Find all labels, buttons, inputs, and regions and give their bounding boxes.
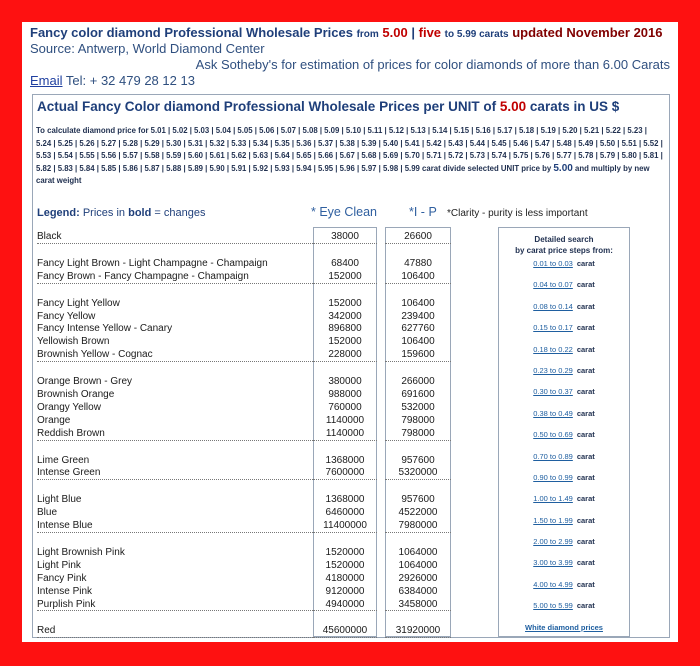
carat-search-box	[498, 227, 630, 637]
carat-step	[499, 580, 629, 601]
panel-title-text: Actual Fancy Color diamond Professional Wholesale Prices per UNIT of	[37, 99, 497, 114]
legend-label: Legend:	[37, 207, 80, 219]
row-spacer	[385, 480, 451, 493]
carat-step-unit: carat	[576, 537, 595, 547]
carat-step-link[interactable]: 1.50 to 1.99	[533, 515, 573, 525]
i-p-price: 106400	[385, 270, 451, 284]
color-name: Fancy Brown - Fancy Champagne - Champaign	[37, 270, 313, 284]
eye-clean-price: 4940000	[313, 598, 377, 612]
i-p-price: 1064000	[398, 547, 438, 559]
legend-text-end: = changes	[154, 207, 206, 219]
row-spacer	[313, 441, 377, 454]
i-p-prices	[385, 230, 451, 638]
color-name: Fancy Yellow	[37, 310, 96, 322]
search-title	[499, 234, 629, 256]
color-name: Purplish Pink	[37, 598, 313, 612]
i-p-price: 159600	[385, 348, 451, 362]
carat-step-link[interactable]: 4.00 to 4.99	[533, 579, 573, 589]
carat-step-unit: carat	[576, 472, 595, 482]
page-frame	[22, 22, 678, 642]
carat-step-list	[499, 259, 629, 623]
eye-clean-price: 228000	[313, 348, 377, 362]
color-name: Intense Green	[37, 466, 313, 480]
carat-step	[499, 409, 629, 430]
carat-step-link[interactable]: 3.00 to 3.99	[533, 558, 573, 568]
i-p-price: 7980000	[385, 519, 451, 533]
eye-clean-price: 152000	[328, 297, 362, 309]
carat-step-link[interactable]: 0.15 to 0.17	[533, 323, 573, 333]
color-name: Fancy Light Yellow	[37, 297, 120, 309]
color-name: Orange	[37, 414, 71, 426]
email-link[interactable]: Email	[30, 73, 63, 88]
row-spacer	[313, 244, 377, 257]
clarity-note: *Clarity - purity is less important	[447, 208, 588, 219]
eye-clean-price: 45600000	[313, 624, 377, 638]
carat-step-unit: carat	[576, 344, 595, 354]
i-p-price: 957600	[401, 494, 435, 506]
i-p-price: 2926000	[398, 572, 438, 584]
carat-step	[499, 387, 629, 408]
eye-clean-price: 68400	[331, 257, 359, 269]
sothebys-note: Ask Sotheby's for estimation of prices for color diamonds of more than 6.00 Carats	[195, 57, 670, 72]
carat-step-unit: carat	[576, 451, 595, 461]
color-name: Lime Green	[37, 454, 90, 466]
price-panel	[32, 94, 670, 638]
eye-clean-price: 1520000	[325, 547, 365, 559]
column-header-i-p: *I - P	[409, 205, 437, 219]
page-header	[30, 25, 670, 88]
column-header-eye-clean: * Eye Clean	[311, 205, 378, 219]
color-name: Intense Pink	[37, 585, 93, 597]
color-name: Intense Blue	[37, 519, 313, 533]
calculation-instructions	[36, 125, 664, 188]
carat-step	[499, 452, 629, 473]
color-names-column	[37, 230, 313, 638]
eye-clean-price: 38000	[313, 230, 377, 244]
carat-step-link[interactable]: 0.50 to 0.69	[533, 430, 573, 440]
eye-clean-price: 380000	[328, 376, 362, 388]
carat-step-unit: carat	[576, 323, 595, 333]
eye-clean-price: 11400000	[313, 519, 377, 533]
carat-step-unit: carat	[576, 365, 595, 375]
carat-step	[499, 473, 629, 494]
row-spacer	[37, 611, 313, 624]
row-spacer	[37, 441, 313, 454]
carat-step-link[interactable]: 2.00 to 2.99	[533, 537, 573, 547]
carat-step	[499, 302, 629, 323]
color-name: Black	[37, 230, 313, 244]
i-p-price: 106400	[401, 336, 435, 348]
carat-step-link[interactable]: 0.04 to 0.07	[533, 280, 573, 290]
carat-step	[499, 494, 629, 515]
color-name: Brownish Yellow - Cognac	[37, 348, 313, 362]
row-spacer	[385, 284, 451, 297]
phone-number: Tel: + 32 479 28 12 13	[65, 73, 195, 88]
row-spacer	[313, 362, 377, 375]
eye-clean-price: 4180000	[325, 572, 365, 584]
color-name: Fancy Pink	[37, 572, 87, 584]
carat-step-link[interactable]: 5.00 to 5.99	[533, 601, 573, 611]
eye-clean-price: 760000	[328, 401, 362, 413]
calc-text: To calculate diamond price for 5.01 | 5.02 | 5.03 | 5.04 | 5.05 | 5.06 | 5.07 | 5.08 | 5.09 | 5.10 | 5.11 | 5.12 | 5.13 | 5.14 | 5.15 | 5.16 | 5.17 | 5.18 | 5.19 | 5.20 | 5.21 | 5.22 | 5.23 | 5.24 | 5.25 | 5.26 | 5.27 | 5.28 | 5.29 | 5.30 | 5.31 | 5.32 | 5.33 | 5.34 | 5.35 | 5.36 | 5.37 | 5.38 | 5.39 | 5.40 | 5.41 | 5.42 | 5.43 | 5.44 | 5.45 | 5.46 | 5.47 | 5.48 | 5.49 | 5.50 | 5.51 | 5.52 | 5.53 | 5.54 | 5.55 | 5.56 | 5.57 | 5.58 | 5.59 | 5.60 | 5.61 | 5.62 | 5.63 | 5.64 | 5.65 | 5.66 | 5.67 | 5.68 | 5.69 | 5.70 | 5.71 | 5.72 | 5.73 | 5.74 | 5.75 | 5.76 | 5.77 | 5.78 | 5.79 | 5.80 | 5.81 | 5.82 | 5.83 | 5.84 | 5.85 | 5.86 | 5.87 | 5.88 | 5.89 | 5.90 | 5.91 | 5.92 | 5.93 | 5.94 | 5.95 | 5.96 | 5.97 | 5.98 | 5.99 carat divide selected UNIT price by	[36, 126, 663, 173]
color-name: Reddish Brown	[37, 427, 313, 441]
carat-step-unit: carat	[576, 601, 595, 611]
carat-step-link[interactable]: 0.70 to 0.89	[533, 451, 573, 461]
white-diamond-prices-link[interactable]: White diamond prices	[525, 623, 603, 632]
carat-step-unit: carat	[576, 579, 595, 589]
carat-step	[499, 259, 629, 280]
carat-step	[499, 516, 629, 537]
i-p-price: 266000	[401, 376, 435, 388]
calc-carat: 5.00	[553, 162, 573, 174]
carat-step-link[interactable]: 1.00 to 1.49	[533, 494, 573, 504]
carat-step	[499, 323, 629, 344]
i-p-price: 106400	[401, 297, 435, 309]
panel-title	[37, 99, 619, 114]
i-p-price: 6384000	[398, 585, 438, 597]
search-title-line1: Detailed search	[534, 235, 594, 244]
color-name: Fancy Intense Yellow - Canary	[37, 323, 173, 335]
panel-title-unit: carats in US $	[529, 99, 620, 114]
eye-clean-price: 7600000	[313, 466, 377, 480]
eye-clean-price: 1368000	[325, 494, 365, 506]
row-spacer	[37, 244, 313, 257]
i-p-price: 627760	[401, 323, 435, 335]
panel-title-carat: 5.00	[499, 99, 527, 114]
row-spacer	[37, 480, 313, 493]
eye-clean-price: 1140000	[325, 414, 365, 426]
eye-clean-price: 152000	[328, 336, 362, 348]
row-spacer	[37, 362, 313, 375]
i-p-price: 957600	[401, 454, 435, 466]
header-title-line	[30, 25, 670, 40]
carat-step	[499, 601, 629, 622]
carat-word: five	[418, 25, 442, 40]
i-p-price: 798000	[385, 427, 451, 441]
color-name: Fancy Light Brown - Light Champagne - Champaign	[37, 257, 268, 269]
carat-step	[499, 430, 629, 451]
carat-step-unit: carat	[576, 280, 595, 290]
i-p-price: 4522000	[398, 507, 438, 519]
color-name: Red	[37, 624, 313, 638]
carat-step-unit: carat	[576, 515, 595, 525]
carat-step-unit: carat	[576, 259, 595, 268]
source-text: Source: Antwerp, World Diamond Center	[30, 41, 265, 56]
color-name: Orangy Yellow	[37, 401, 101, 413]
row-spacer	[313, 284, 377, 297]
legend-bold: bold	[128, 207, 152, 219]
i-p-price: 3458000	[385, 598, 451, 612]
from-label: from	[356, 29, 379, 40]
eye-clean-price: 1520000	[325, 559, 365, 571]
carat-step-link[interactable]: 0.08 to 0.14	[533, 301, 573, 311]
row-spacer	[313, 480, 377, 493]
eye-clean-price: 9120000	[325, 585, 365, 597]
legend-text: Prices in	[82, 207, 126, 219]
row-spacer	[313, 533, 377, 546]
color-name: Brownish Orange	[37, 389, 115, 401]
eye-clean-price: 1368000	[325, 454, 365, 466]
row-spacer	[385, 611, 451, 624]
i-p-price: 798000	[401, 414, 435, 426]
white-diamond-link-wrap	[499, 623, 629, 632]
carat-to: to 5.99 carats	[444, 29, 509, 40]
eye-clean-price: 896800	[328, 323, 362, 335]
separator: |	[411, 25, 415, 40]
i-p-price: 532000	[401, 401, 435, 413]
eye-clean-price: 152000	[313, 270, 377, 284]
carat-step	[499, 558, 629, 579]
carat-from: 5.00	[382, 25, 408, 40]
search-title-line2: by carat price steps from:	[515, 246, 613, 255]
row-spacer	[37, 284, 313, 297]
carat-step-link[interactable]: 0.30 to 0.37	[533, 387, 573, 397]
i-p-price: 1064000	[398, 559, 438, 571]
carat-step-unit: carat	[576, 494, 595, 504]
carat-step-unit: carat	[576, 301, 595, 311]
carat-step-unit: carat	[576, 558, 595, 568]
carat-step	[499, 537, 629, 558]
carat-step-link[interactable]: 0.23 to 0.29	[533, 365, 573, 375]
carat-step	[499, 345, 629, 366]
eye-clean-price: 342000	[328, 310, 362, 322]
page-title: Fancy color diamond Professional Wholesale Prices	[30, 25, 353, 40]
i-p-price: 47880	[404, 257, 432, 269]
carat-step-unit: carat	[576, 408, 595, 418]
eye-clean-prices	[313, 230, 377, 638]
row-spacer	[385, 533, 451, 546]
color-name: Yellowish Brown	[37, 336, 110, 348]
i-p-price: 5320000	[385, 466, 451, 480]
color-name: Light Brownish Pink	[37, 547, 125, 559]
carat-step	[499, 280, 629, 301]
color-name: Orange Brown - Grey	[37, 376, 133, 388]
eye-clean-price: 1140000	[313, 427, 377, 441]
i-p-price: 239400	[401, 310, 435, 322]
calc-text-end: and multiply by new carat weight	[36, 163, 650, 185]
carat-step-unit: carat	[576, 387, 595, 397]
carat-step-link[interactable]: 0.18 to 0.22	[533, 344, 573, 354]
updated-date: updated November 2016	[512, 25, 663, 40]
i-p-price: 691600	[401, 389, 435, 401]
carat-step-link[interactable]: 0.01 to 0.03	[533, 259, 573, 268]
carat-step-link[interactable]: 0.90 to 0.99	[533, 472, 573, 482]
color-name: Light Pink	[37, 559, 81, 571]
row-spacer	[37, 533, 313, 546]
i-p-price: 31920000	[385, 624, 451, 638]
contact-line	[30, 73, 670, 88]
row-spacer	[313, 611, 377, 624]
i-p-price: 26600	[385, 230, 451, 244]
legend	[37, 207, 205, 219]
row-spacer	[385, 441, 451, 454]
carat-step-link[interactable]: 0.38 to 0.49	[533, 408, 573, 418]
eye-clean-price: 988000	[328, 389, 362, 401]
row-spacer	[385, 244, 451, 257]
color-name: Blue	[37, 507, 58, 519]
color-name: Light Blue	[37, 494, 82, 506]
carat-step	[499, 366, 629, 387]
row-spacer	[385, 362, 451, 375]
eye-clean-price: 6460000	[325, 507, 365, 519]
carat-step-unit: carat	[576, 430, 595, 440]
